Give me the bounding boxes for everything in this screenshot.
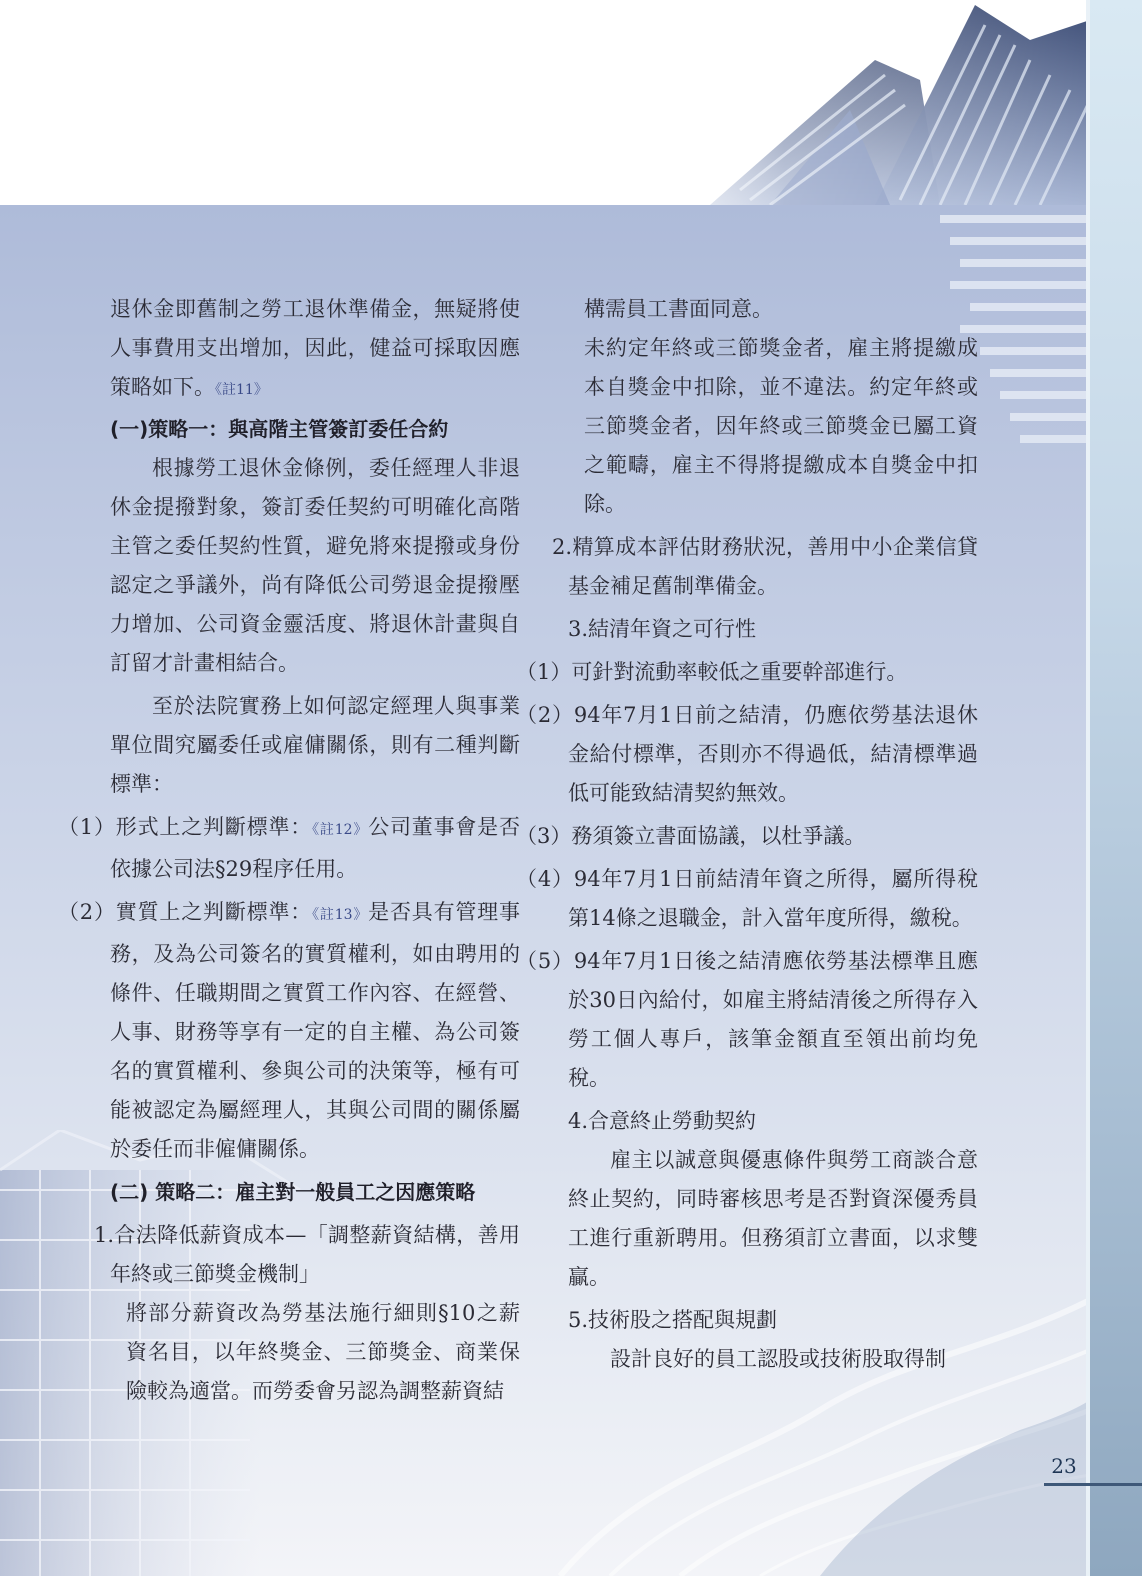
list-item [516, 817, 978, 856]
list-item [516, 942, 978, 1098]
numbered-heading: 5.技術股之搭配與規劃 [568, 1308, 778, 1332]
left-column [58, 290, 520, 1411]
list-number: （2） [516, 703, 574, 727]
numbered-heading: 4.合意終止勞動契約 [568, 1109, 757, 1133]
paragraph: 根據勞工退休金條例，委任經理人非退休金提撥對象，簽訂委任契約可明確化高階主管之委任契約性質，避免將來提撥或身份認定之爭議外，尚有降低公司勞退金提撥壓力增加、公司資金靈活度、將退休計畫與自訂留才計畫相結合。 [110, 456, 520, 675]
paragraph: 構需員工書面同意。 [584, 297, 773, 321]
numbered-heading: 3.結清年資之可行性 [568, 617, 757, 641]
right-column [516, 290, 978, 1379]
paragraph: 雇主以誠意與優惠條件與勞工商談合意終止契約，同時審核思考是否對資深優秀員工進行重新聘用。但務須訂立書面，以求雙贏。 [568, 1148, 978, 1289]
list-text: 94年7月1日後之結清應依勞基法標準且應於30日內給付，如雇主將結清後之所得存入勞工個人專戶，該筆金額直至領出前均免稅。 [568, 949, 978, 1090]
list-text: 實質上之判斷標準： [115, 900, 313, 924]
list-item [516, 653, 978, 692]
footnote-ref: 《註11》 [215, 382, 268, 398]
list-item [516, 860, 978, 938]
list-number: （4） [516, 867, 574, 891]
list-text: 務須簽立書面協議，以杜爭議。 [571, 824, 866, 848]
side-bar [1090, 0, 1142, 1576]
list-number: （1） [516, 660, 572, 684]
list-number: （3） [516, 824, 572, 848]
page-number: 23 [1051, 1454, 1077, 1478]
header-band [0, 0, 1090, 205]
skyscraper-illustration [620, 0, 1090, 205]
list-text: 是否具有管理事務，及為公司簽名的實質權利，如由聘用的條件、任職期間之實質工作內容、在經營、人事、財務等享有一定的自主權、為公司簽名的實質權利、參與公司的決策等，極有可能被認定為屬經理人，其與公司間的關係屬於委任而非僱傭關係。 [110, 900, 520, 1161]
list-text: 94年7月1日前之結清，仍應依勞基法退休金給付標準，否則亦不得過低，結清標準過低可能致結清契約無效。 [568, 703, 978, 805]
paragraph: 至於法院實務上如何認定經理人與事業單位間究屬委任或雇傭關係，則有二種判斷標準： [110, 694, 520, 796]
page-number-rule [1044, 1483, 1142, 1486]
list-text: 形式上之判斷標準： [115, 815, 313, 839]
paragraph: 將部分薪資改為勞基法施行細則§10之薪資名目，以年終獎金、三節獎金、商業保險較為適當。而勞委會另認為調整薪資結 [126, 1301, 520, 1403]
list-number: （1） [58, 815, 116, 839]
paragraph: 設計良好的員工認股或技術股取得制 [610, 1347, 946, 1371]
list-number: （5） [516, 949, 574, 973]
footnote-ref: 《註13》 [312, 907, 369, 923]
section-heading-1: (一)策略一：與高階主管簽訂委任合約 [110, 417, 449, 441]
paragraph-text: 退休金即舊制之勞工退休準備金，無疑將使人事費用支出增加，因此，健益可採取因應策略如下。 [110, 297, 520, 399]
footnote-ref: 《註12》 [312, 822, 369, 838]
list-text: 可針對流動率較低之重要幹部進行。 [571, 660, 908, 684]
list-item [58, 893, 520, 1169]
paragraph: 未約定年終或三節獎金者，雇主將提繳成本自獎金中扣除，並不違法。約定年終或三節獎金者，因年終或三節獎金已屬工資之範疇，雇主不得將提繳成本自獎金中扣除。 [584, 336, 978, 516]
list-number: （2） [58, 900, 116, 924]
paragraph [110, 290, 520, 410]
numbered-heading: 2.精算成本評估財務狀況，善用中小企業信貸基金補足舊制準備金。 [552, 535, 978, 598]
list-item [516, 696, 978, 813]
numbered-heading: 1.合法降低薪資成本—「調整薪資結構，善用年終或三節獎金機制」 [94, 1223, 520, 1286]
list-text: 公司董事會是否依據公司法§29程序任用。 [110, 815, 520, 881]
list-item [58, 808, 520, 889]
section-heading-2: (二) 策略二：雇主對一般員工之因應策略 [110, 1180, 476, 1204]
list-text: 94年7月1日前結清年資之所得，屬所得稅第14條之退職金，計入當年度所得，繳稅。 [568, 867, 978, 930]
